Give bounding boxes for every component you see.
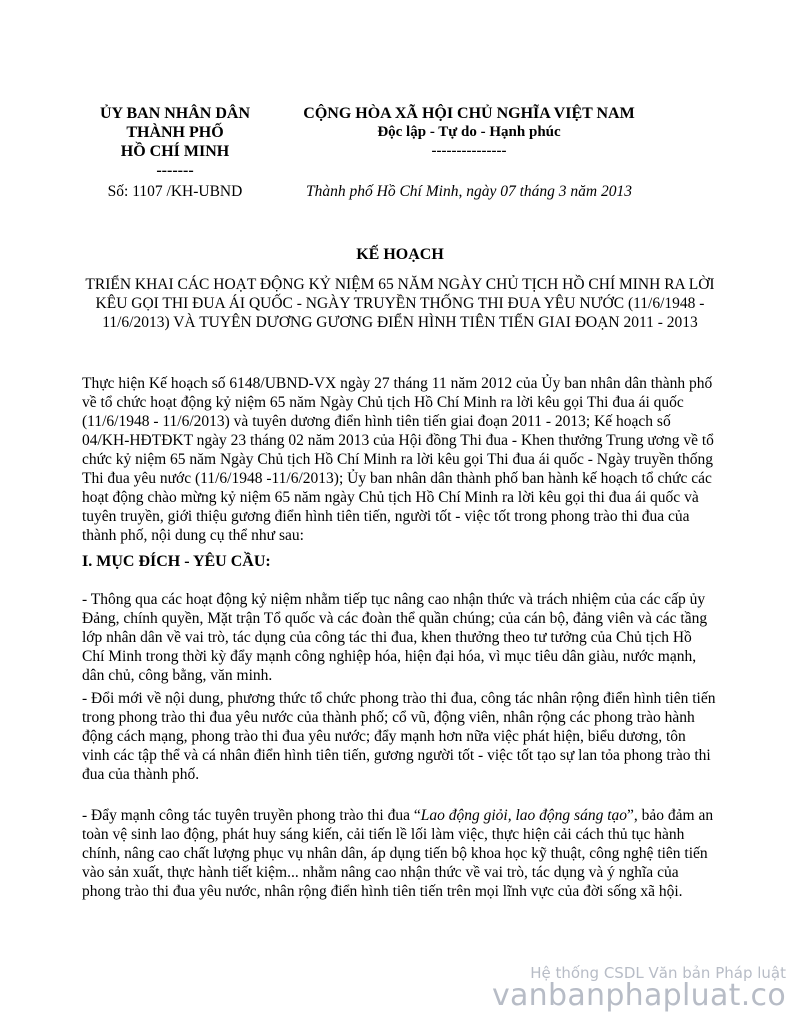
authority-line-1: ỦY BAN NHÂN DÂN: [99, 105, 251, 122]
emulation-slogan: Lao động giỏi, lao động sáng tạo: [420, 807, 628, 824]
national-motto: Độc lập - Tự do - Hạnh phúc: [377, 124, 561, 140]
intro-paragraph: Thực hiện Kế hoạch số 6148/UBND-VX ngày 27 tháng 11 năm 2012 của Ủy ban nhân dân thành phố về tổ chức hoạt động kỷ niệm 65 năm Ngày Chủ tịch Hồ Chí Minh ra lời kêu gọi Thi đua ái quốc (11/6/1948 - 11/6/2013) và tuyên dương điển hình tiên tiến giai đoạn 2011 - 2013; Kế hoạch số 04/KH-HĐTĐKT ngày 23 tháng 02 năm 2013 của Hội đồng Thi đua - Khen thưởng Trung ương về tổ chức kỷ niệm 65 năm Ngày Chủ tịch Hồ Chí Minh ra lời kêu gọi Thi đua ái quốc - Ngày truyền thống Thi đua yêu nước (11/6/1948 -11/6/2013); Ủy ban nhân dân thành phố ban hành kế hoạch tổ chức các hoạt động chào mừng kỷ niệm 65 năm ngày Chủ tịch Hồ Chí Minh ra lời kêu gọi thi đua ái quốc và tuyên truyền, giới thiệu gương điển hình tiên tiến, người tốt - việc tốt trong phong trào thi đua của thành phố, nội dung cụ thể như sau:: [82, 375, 714, 544]
place-and-date: Thành phố Hồ Chí Minh, ngày 07 tháng 3 năm 2013: [306, 183, 632, 200]
watermark-site: vanbanphapluat.co: [491, 978, 786, 1013]
national-header: [285, 104, 653, 161]
purpose-paragraph-2: - Đổi mới về nội dung, phương thức tổ chức phong trào thi đua, công tác nhân rộng điển hình tiên tiến trong phong trào thi đua yêu nước của thành phố; cổ vũ, động viên, nhân rộng các phong trào hành động cách mạng, phong trào thi đua yêu nước; đẩy mạnh hơn nữa việc phát hiện, biểu dương, tôn vinh các tập thể và cá nhân điển hình tiên tiến, gương người tốt - việc tốt tạo sự lan tỏa phong trào thi đua của thành phố.: [82, 690, 716, 783]
paragraph-3-rest: ”, bảo đảm an toàn vệ sinh lao động, phát huy sáng kiến, cải tiến lề lối làm việc, thực hiện cải cách thủ tục hành chính, nâng cao chất lượng phục vụ nhân dân, áp dụng tiến bộ khoa học kỹ thuật, công nghệ tiên tiến vào sản xuất, thực hành tiết kiệm... nhằm nâng cao nhận thức về vai trò, tác dụng và ý nghĩa của phong trào thi đua yêu nước, nhân rộng điển hình tiên tiến trên mọi lĩnh vực của đời sống xã hội.: [82, 807, 714, 900]
authority-line-3: HỒ CHÍ MINH: [120, 143, 230, 160]
motto-separator: ---------------: [431, 143, 507, 159]
authority-separator: -------: [156, 162, 194, 179]
document-number: Số: 1107 /KH-UBND: [107, 183, 243, 200]
national-title: CỘNG HÒA XÃ HỘI CHỦ NGHĨA VIỆT NAM: [303, 105, 635, 122]
document-subtitle: TRIỂN KHAI CÁC HOẠT ĐỘNG KỶ NIỆM 65 NĂM NGÀY CHỦ TỊCH HỒ CHÍ MINH RA LỜI KÊU GỌI THI ĐUA ÁI QUỐC - NGÀY TRUYỀN THỐNG THI ĐUA YÊU NƯỚC (11/6/1948 - 11/6/2013) VÀ TUYÊN DƯƠNG GƯƠNG ĐIỂN HÌNH TIÊN TIẾN GIAI ĐOẠN 2011 - 2013: [85, 276, 715, 331]
issuing-authority: [75, 104, 275, 180]
paragraph-3-prefix: - Đẩy mạnh công tác tuyên truyền phong trào thi đua “: [82, 807, 421, 824]
document-title: KẾ HOẠCH: [356, 246, 444, 263]
section-heading: I. MỤC ĐÍCH - YÊU CẦU:: [82, 553, 271, 570]
watermark-caption: Hệ thống CSDL Văn bản Pháp luật: [530, 964, 786, 982]
authority-line-2: THÀNH PHỐ: [126, 124, 224, 141]
purpose-paragraph-1: - Thông qua các hoạt động kỷ niệm nhằm tiếp tục nâng cao nhận thức và trách nhiệm của các cấp ủy Đảng, chính quyền, Mặt trận Tổ quốc và các đoàn thể quần chúng; của cán bộ, đảng viên và các tầng lớp nhân dân về vai trò, tác dụng của công tác thi đua, khen thưởng theo tư tưởng của Chủ tịch Hồ Chí Minh trong thời kỳ đẩy mạnh công nghiệp hóa, hiện đại hóa, vì mục tiêu dân giàu, nước mạnh, dân chủ, công bằng, văn minh.: [82, 591, 708, 684]
purpose-paragraph-3: [82, 806, 716, 901]
